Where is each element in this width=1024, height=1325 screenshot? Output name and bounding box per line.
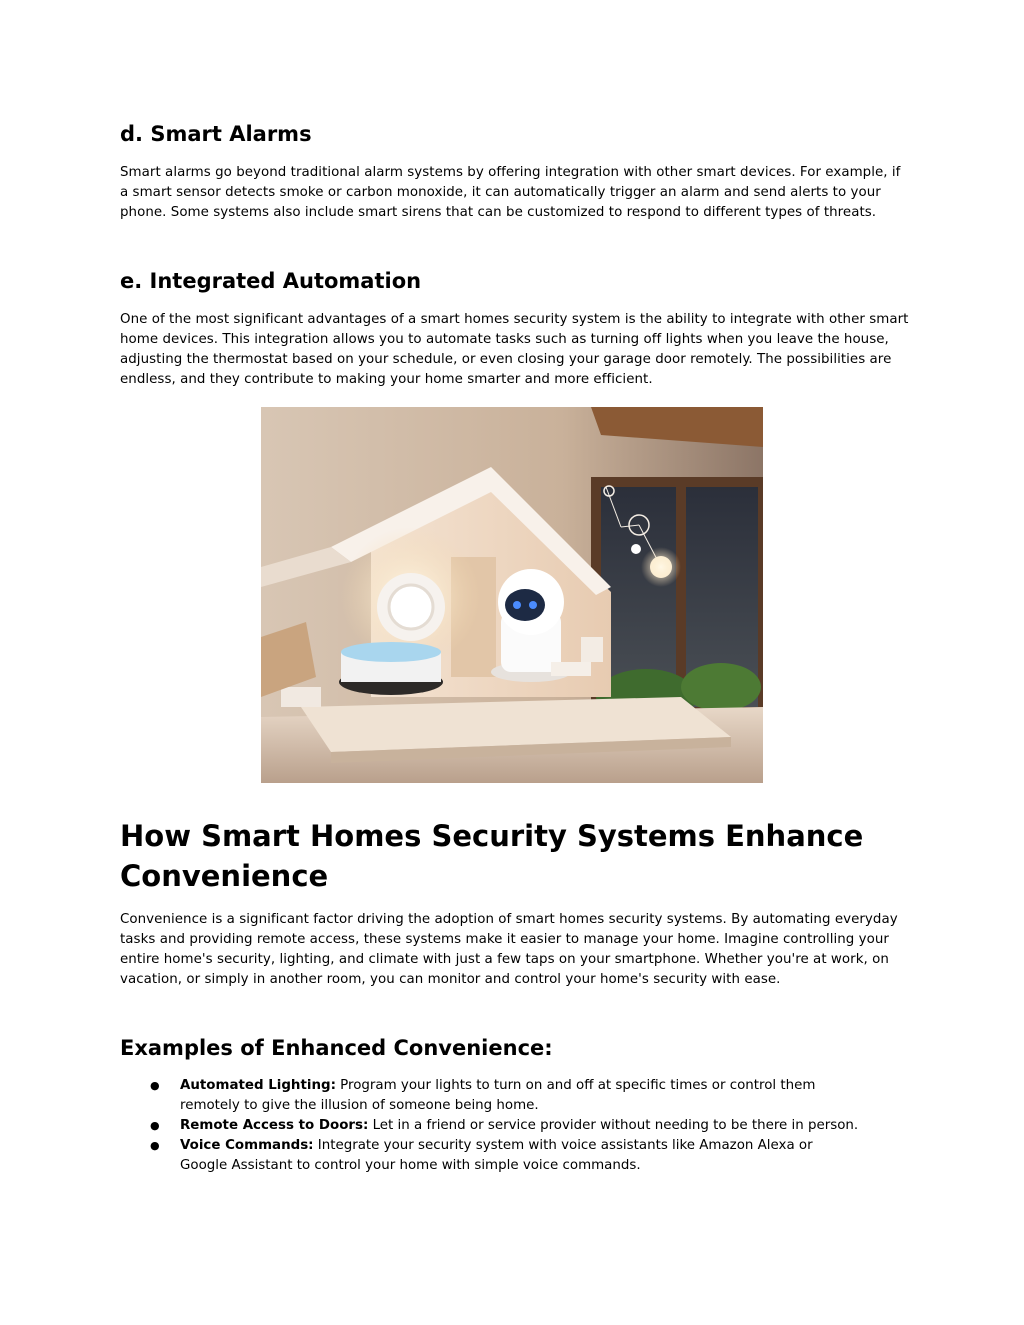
list-item-label: Remote Access to Doors: xyxy=(180,1118,369,1133)
examples-list xyxy=(120,1076,910,1176)
integrated-automation-heading: e. Integrated Automation xyxy=(120,269,422,293)
smart-alarms-heading: d. Smart Alarms xyxy=(120,122,312,146)
smart-home-illustration xyxy=(261,407,763,783)
bullet-icon: ● xyxy=(150,1079,160,1092)
examples-heading: Examples of Enhanced Convenience: xyxy=(120,1036,553,1060)
bullet-icon: ● xyxy=(150,1139,160,1152)
list-item-voice-commands xyxy=(120,1136,860,1176)
list-item-text: Program your lights to turn on and off at specific times or control them remotely to give the illusion of someone being home. xyxy=(180,1078,816,1113)
list-item-label: Automated Lighting: xyxy=(180,1078,336,1093)
convenience-heading: How Smart Homes Security Systems Enhance Convenience xyxy=(120,819,864,893)
convenience-paragraph: Convenience is a significant factor driving the adoption of smart homes security systems. By automating everyday tasks and providing remote access, these systems make it easier to manage your home. Imagine controlling your entire home's security, lighting, and climate with just a few taps on your smartphone. Whether you're at work, on vacation, or simply in another room, you can monitor and control your home's security with ease. xyxy=(120,912,898,987)
integrated-automation-paragraph: One of the most significant advantages of a smart homes security system is the ability to integrate with other smart home devices. This integration allows you to automate tasks such as turning off lights when you leave the house, adjusting the thermostat based on your schedule, or even closing your garage door remotely. The possibilities are endless, and they contribute to making your home smarter and more efficient. xyxy=(120,312,909,387)
list-item-automated-lighting xyxy=(120,1076,860,1116)
list-item-text: Integrate your security system with voice assistants like Amazon Alexa or Google Assistant to control your home with simple voice commands. xyxy=(180,1138,813,1173)
bullet-icon: ● xyxy=(150,1119,160,1132)
list-item-remote-access xyxy=(120,1116,860,1136)
smart-alarms-paragraph: Smart alarms go beyond traditional alarm systems by offering integration with other smart devices. For example, if a smart sensor detects smoke or carbon monoxide, it can automatically trigger an alarm and send alerts to your phone. Some systems also include smart sirens that can be customized to respond to different types of threats. xyxy=(120,165,901,220)
list-item-text: Let in a friend or service provider without needing to be there in person. xyxy=(368,1118,859,1133)
list-item-label: Voice Commands: xyxy=(180,1138,314,1153)
